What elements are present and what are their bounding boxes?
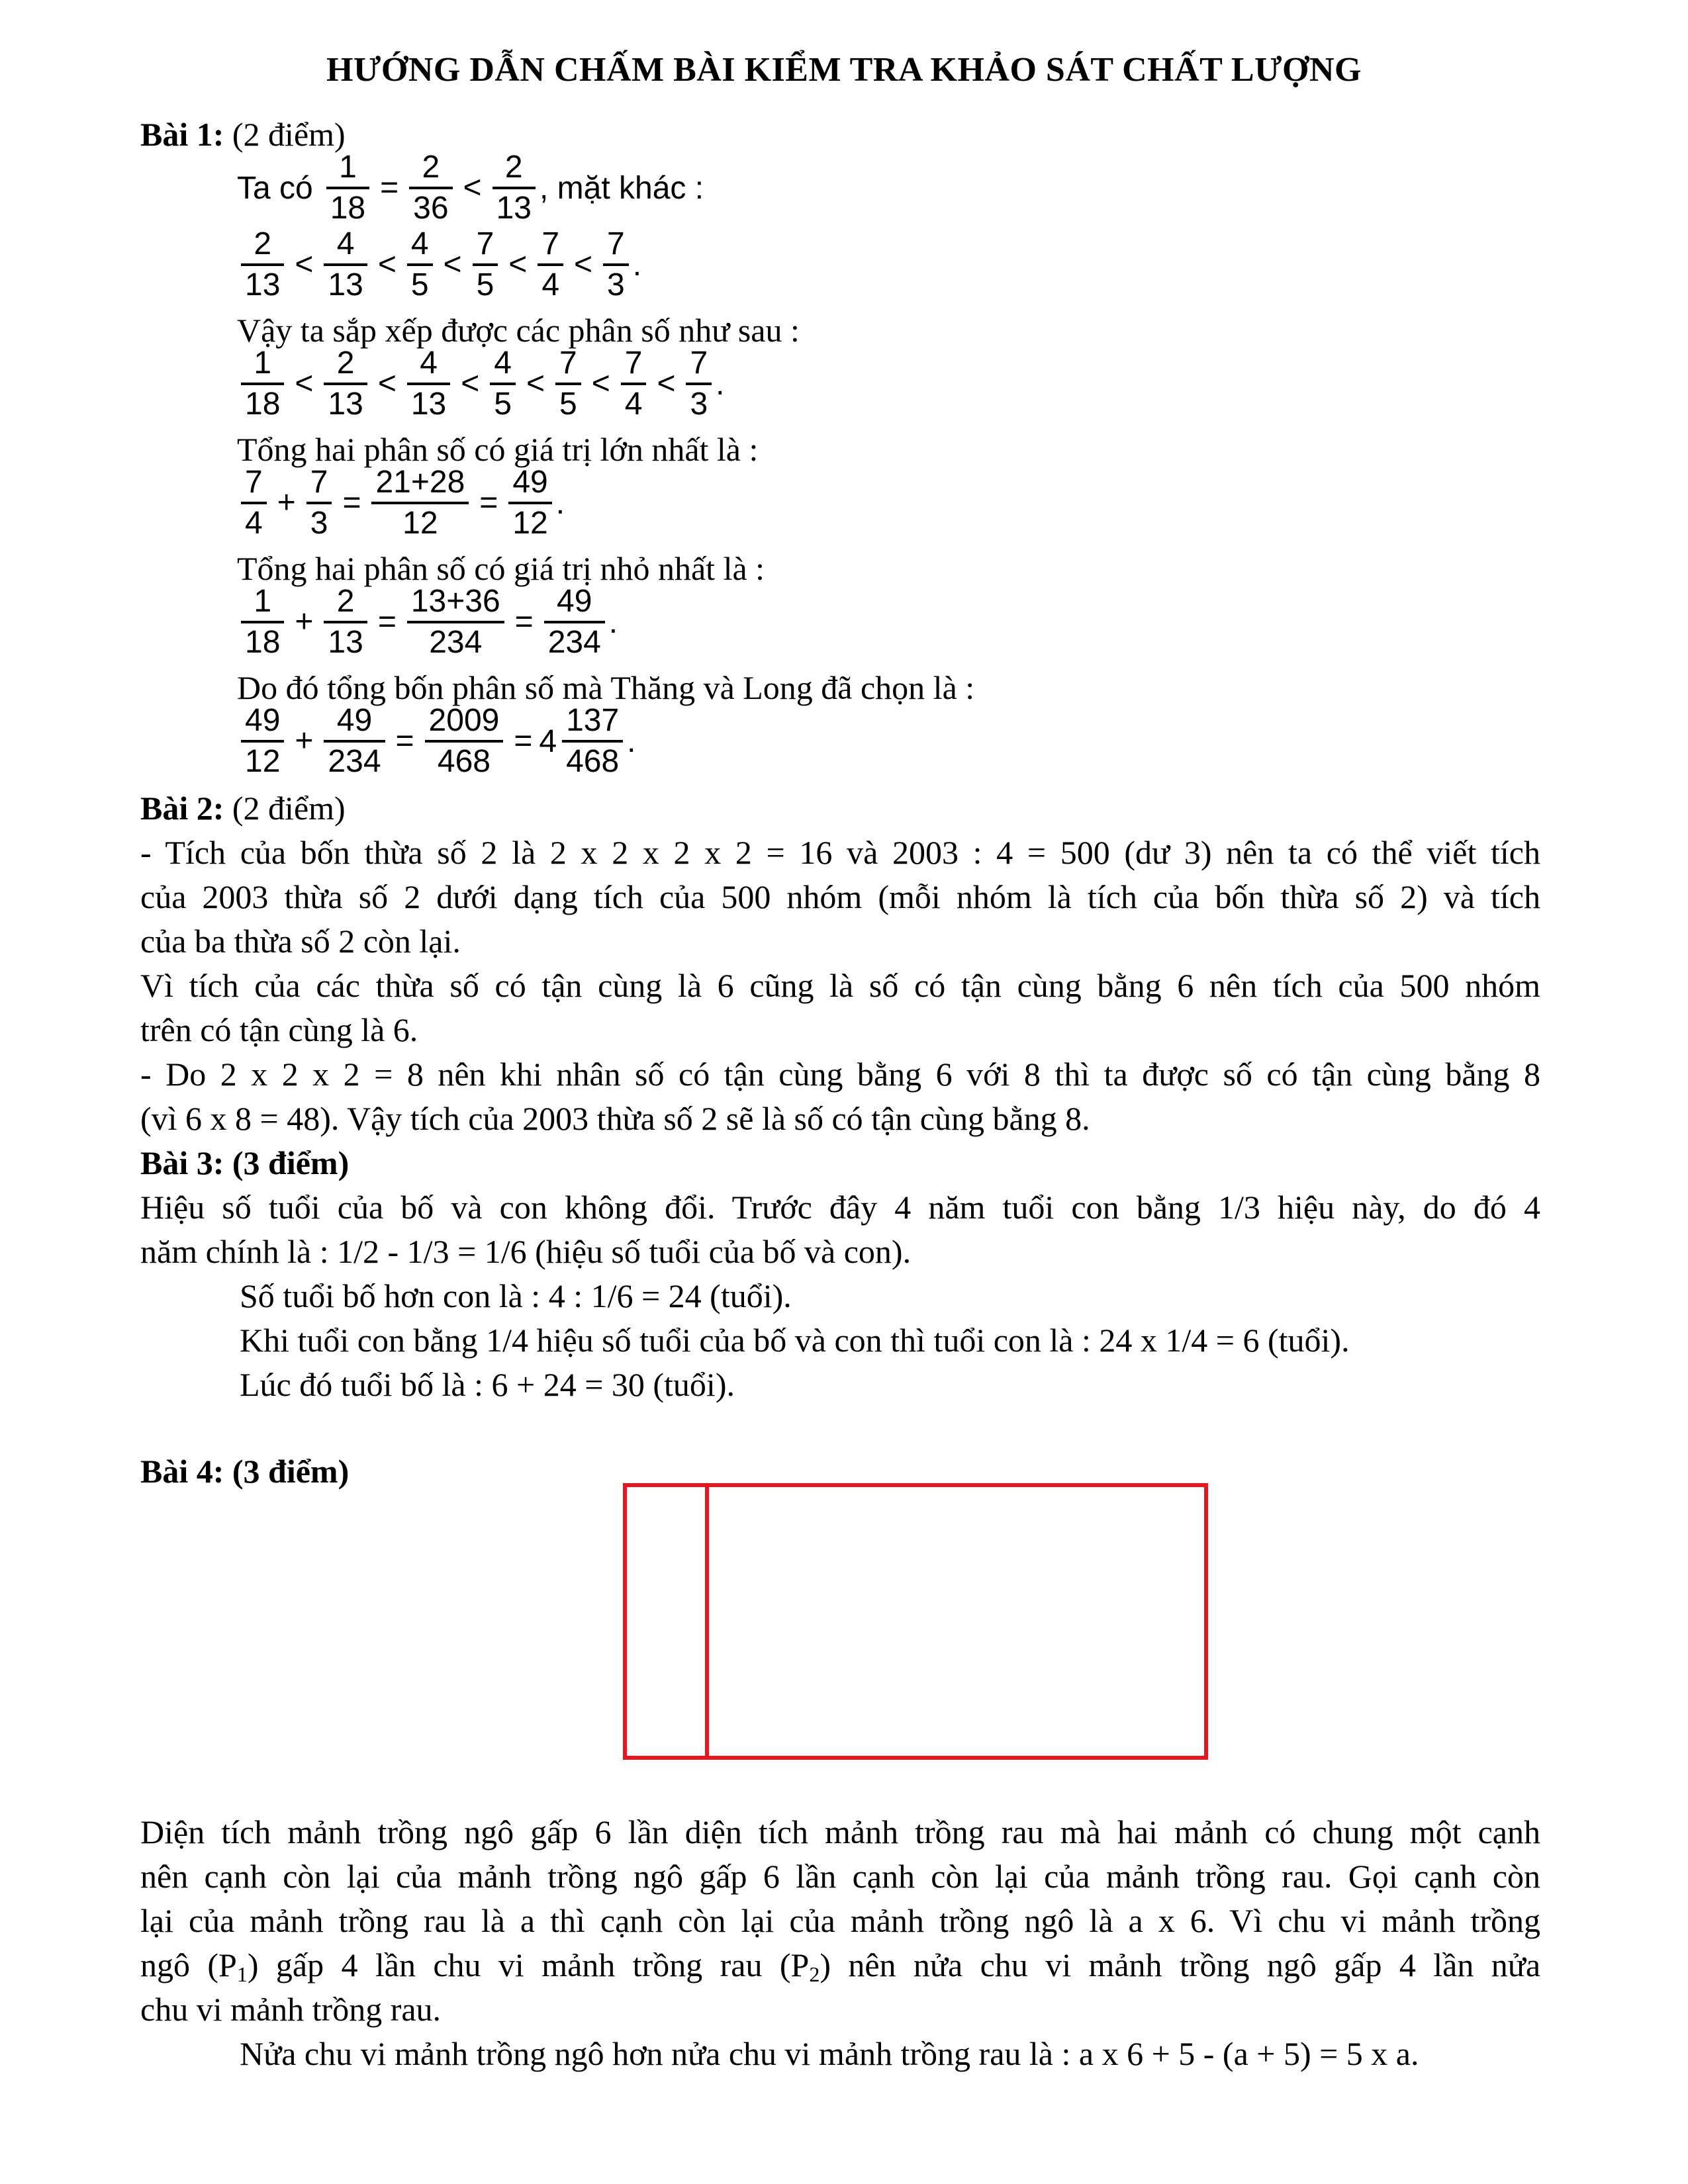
bai4-indent-line: Nửa chu vi mảnh trồng ngô hơn nửa chu vi mảnh trồng rau là : a x 6 + 5 - (a + 5) = 5 x a.	[240, 2035, 1419, 2072]
bai1-chain1: $\frac{2}{13}$ < $\frac{4}{13}$ < $\frac{4}{5}$ < $\frac{7}{5}$ < $\frac{7}{4}$ < $\frac{7}{3}$ .	[237, 225, 641, 304]
less-than-sign: <	[526, 366, 545, 401]
fraction: $\frac{49}{234}$	[324, 702, 385, 781]
less-than-sign: <	[591, 366, 610, 401]
fraction: $\frac{4}{5}$	[407, 225, 433, 304]
bai2-line: trên có tận cùng là 6.	[140, 1011, 418, 1048]
page-title: HƯỚNG DẪN CHẤM BÀI KIỂM TRA KHẢO SÁT CHẤT LƯỢNG	[326, 51, 1362, 89]
bai4-line: chu vi mảnh trồng rau.	[140, 1991, 442, 2028]
fraction: $\frac{137}{468}$	[562, 702, 623, 781]
fraction: $\frac{7}{3}$	[306, 463, 332, 543]
bai4-label: Bài 4: (3 điểm)	[140, 1453, 350, 1490]
bai2-line: (vì 6 x 8 = 48). Vậy tích của 2003 thừa số 2 sẽ là số có tận cùng bằng 8.	[140, 1100, 1090, 1137]
fraction: $\frac{2}{13}$	[241, 225, 284, 304]
mat-khac-text: , mặt khác :	[539, 170, 704, 206]
less-than-sign: <	[574, 247, 593, 282]
bai4-line: nên cạnh còn lại của mảnh trồng ngô gấp 6 lần cạnh còn lại của mảnh trồng rau. Gọi cạnh còn	[140, 1858, 1540, 1895]
fraction: $\frac{4}{5}$	[490, 344, 516, 424]
less-than-sign: <	[657, 366, 676, 401]
bai3-indent-line: Khi tuổi con bằng 1/4 hiệu số tuổi của bố và con thì tuổi con là : 24 x 1/4 = 6 (tuổi).	[240, 1322, 1350, 1359]
less-than-sign: <	[295, 366, 314, 401]
bai4-line: ngô $(P_1)$ gấp 4 lần chu vi mảnh trồng rau $(P_2)$ nên nửa chu vi mảnh trồng ngô gấp 4 lần nửa	[140, 1946, 1541, 1986]
bai2-line: của ba thừa số 2 còn lại.	[140, 923, 461, 960]
bai2-line: - Do 2 x 2 x 2 = 8 nên khi nhân số có tận cùng bằng 6 với 8 thì ta được số có tận cùng bằng 8	[140, 1056, 1540, 1093]
field-diagram	[622, 1482, 1211, 1767]
fraction: $\frac{2}{13}$	[324, 582, 367, 662]
fraction: $\frac{4}{13}$	[407, 344, 450, 424]
field-outline	[625, 1485, 1206, 1758]
sum-min: $\frac{1}{18}$ + $\frac{2}{13}$ = $\frac{13+36}{234}$ = $\frac{49}{234}$ .	[237, 582, 618, 662]
bai2-body	[140, 831, 1540, 1141]
less-than-sign: <	[295, 247, 314, 282]
bai1-label: Bài 1:	[140, 116, 224, 153]
bai2-heading	[140, 786, 346, 831]
fraction: $\frac{21+28}{12}$	[371, 463, 469, 543]
text-max: Tổng hai phân số có giá trị lớn nhất là :	[237, 431, 759, 468]
less-than-sign: <	[461, 366, 480, 401]
bai2-line: Vì tích của các thừa số có tận cùng là 6 cũng là số có tận cùng bằng 6 nên tích của 500 nhóm	[140, 967, 1540, 1004]
bai4-line: Diện tích mảnh trồng ngô gấp 6 lần diện tích mảnh trồng rau mà hai mảnh có chung một cạnh	[140, 1813, 1540, 1850]
fraction: $\frac{2}{13}$	[492, 148, 536, 228]
less-than-sign: <	[508, 247, 528, 282]
bai3-body	[140, 1185, 1540, 1274]
fraction: $\frac{49}{12}$	[508, 463, 551, 543]
bai3-label: Bài 3: (3 điểm)	[140, 1144, 350, 1181]
sum-max: $\frac{7}{4}$ + $\frac{7}{3}$ = $\frac{21+28}{12}$ = $\frac{49}{12}$ .	[237, 463, 565, 543]
bai1-chain2: $\frac{1}{18}$ < $\frac{2}{13}$ < $\frac{4}{13}$ < $\frac{4}{5}$ < $\frac{7}{5}$ < $\frac{7}{4}$ < $\frac{7}{3}$ .	[237, 344, 725, 424]
bai2-points: (2 điểm)	[224, 790, 346, 827]
fraction: $\frac{1}{18}$	[241, 582, 284, 662]
bai2-line: của 2003 thừa số 2 dưới dạng tích của 500 nhóm (mỗi nhóm là tích của bốn thừa số 2) và tích	[140, 878, 1540, 915]
bai4-line: lại của mảnh trồng rau là a thì cạnh còn lại của mảnh trồng ngô là a x 6. Vì chu vi mảnh trồng	[140, 1902, 1540, 1939]
fraction: $\frac{7}{3}$	[686, 344, 712, 424]
fraction: $\frac{7}{4}$	[621, 344, 647, 424]
fraction: $\frac{49}{234}$	[544, 582, 605, 662]
less-than-sign: <	[443, 247, 462, 282]
bai3-indent-line: Lúc đó tuổi bố là : 6 + 24 = 30 (tuổi).	[240, 1366, 735, 1403]
fraction: $\frac{4}{13}$	[324, 225, 367, 304]
bai3-indent-line: Số tuổi bố hơn con là : 4 : 1/6 = 24 (tuổi).	[240, 1277, 792, 1314]
bai4-heading	[140, 1449, 349, 1494]
fraction: $\frac{2009}{468}$	[425, 702, 504, 781]
bai1-step1: Ta có $\frac{1}{18}$ = $\frac{2}{36}$ < $\frac{2}{13}$ , mặt khác :	[237, 148, 704, 228]
fraction: $\frac{7}{5}$	[555, 344, 581, 424]
bai3-line: Hiệu số tuổi của bố và con không đổi. Trước đây 4 năm tuổi con bằng 1/3 hiệu này, do đó 4	[140, 1189, 1540, 1226]
bai2-line: - Tích của bốn thừa số 2 là 2 x 2 x 2 x 2 = 16 và 2003 : 4 = 500 (dư 3) nên ta có thể viết tích	[140, 834, 1540, 871]
fraction: $\frac{2}{13}$	[324, 344, 367, 424]
fraction: $\frac{7}{4}$	[538, 225, 563, 304]
bai3-line: năm chính là : 1/2 - 1/3 = 1/6 (hiệu số tuổi của bố và con).	[140, 1233, 912, 1270]
less-than-sign: <	[377, 247, 397, 282]
fraction: $\frac{1}{18}$	[241, 344, 284, 424]
less-than-sign: <	[377, 366, 397, 401]
fraction: $\frac{7}{4}$	[241, 463, 267, 543]
text-sorted: Vậy ta sắp xếp được các phân số như sau :	[237, 312, 800, 349]
fraction: $\frac{2}{36}$	[409, 148, 452, 228]
fraction: $\frac{1}{18}$	[326, 148, 369, 228]
ta-co-text: Ta có	[237, 170, 313, 206]
bai2-label: Bài 2:	[140, 790, 224, 827]
sum-total: $\frac{49}{12}$ + $\frac{49}{234}$ = $\frac{2009}{468}$ = 4 $\frac{137}{468}$ .	[237, 702, 636, 781]
text-total: Do đó tổng bốn phân số mà Thăng và Long đã chọn là :	[237, 669, 975, 706]
fraction: $\frac{7}{3}$	[603, 225, 629, 304]
bai3-heading	[140, 1141, 349, 1185]
bai4-body	[140, 1810, 1540, 2032]
bai1-points: (2 điểm)	[224, 116, 346, 153]
fraction: $\frac{7}{5}$	[473, 225, 498, 304]
fraction: $\frac{49}{12}$	[241, 702, 284, 781]
text-min: Tổng hai phân số có giá trị nhỏ nhất là :	[237, 550, 765, 587]
fraction: $\frac{13+36}{234}$	[407, 582, 504, 662]
